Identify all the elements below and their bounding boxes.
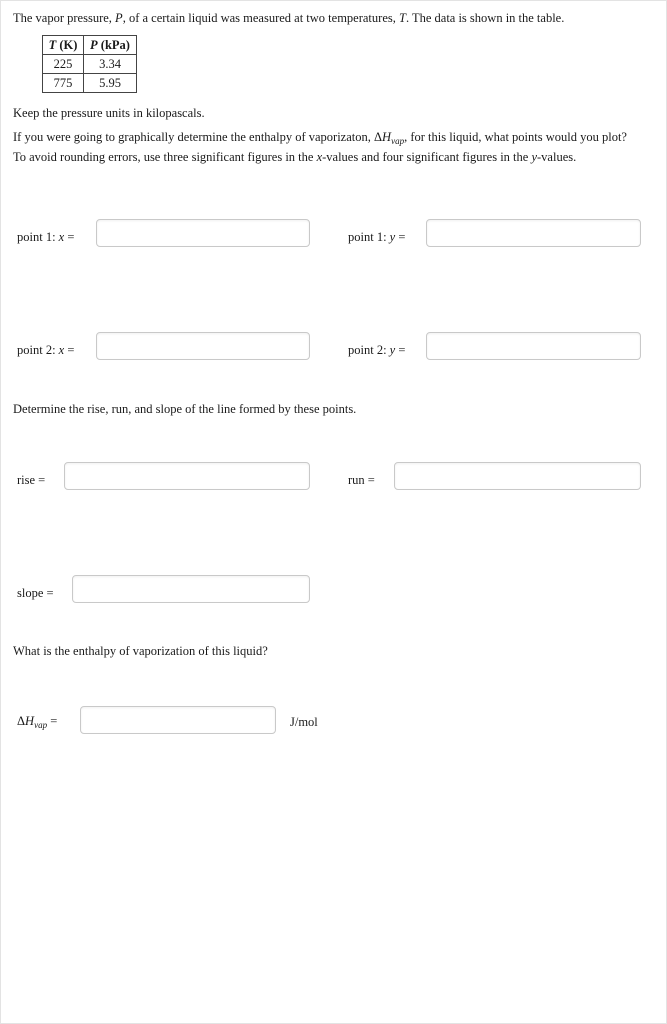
units-note: Keep the pressure units in kilopascals. bbox=[13, 106, 205, 120]
run-input[interactable] bbox=[394, 462, 641, 490]
question-line-2: To avoid rounding errors, use three significant figures in the x-values and four significant figures in the y-values. bbox=[13, 150, 577, 164]
table-cell-t: 225 bbox=[43, 55, 84, 74]
rise-input[interactable] bbox=[64, 462, 310, 490]
point1-x-input[interactable] bbox=[96, 219, 310, 247]
table-row bbox=[43, 55, 137, 74]
table-cell-p: 5.95 bbox=[84, 74, 137, 93]
data-table bbox=[42, 35, 137, 93]
table-row bbox=[43, 74, 137, 93]
run-label: run = bbox=[348, 473, 375, 487]
table-header-row bbox=[43, 36, 137, 55]
header-temperature: T (K) bbox=[43, 36, 84, 55]
question-line-1: If you were going to graphically determine the enthalpy of vaporizaton, $\Delta H_{vap}$, for this liquid, what points would you plot? bbox=[13, 130, 627, 146]
rise-label: rise = bbox=[17, 473, 46, 487]
header-pressure: P (kPa) bbox=[84, 36, 137, 55]
point2-y-input[interactable] bbox=[426, 332, 641, 360]
enthalpy-prompt: What is the enthalpy of vaporization of this liquid? bbox=[13, 644, 268, 658]
table-cell-t: 775 bbox=[43, 74, 84, 93]
slope-label: slope = bbox=[17, 586, 54, 600]
dhvap-input[interactable] bbox=[80, 706, 276, 734]
point1-y-input[interactable] bbox=[426, 219, 641, 247]
line-prompt: Determine the rise, run, and slope of the line formed by these points. bbox=[13, 402, 357, 416]
slope-input[interactable] bbox=[72, 575, 310, 603]
intro-text: The vapor pressure, P, of a certain liquid was measured at two temperatures, T. The data is shown in the table. bbox=[13, 11, 565, 25]
point2-y-label: point 2: y = bbox=[348, 343, 406, 357]
point1-x-label: point 1: x = bbox=[17, 230, 75, 244]
dhvap-unit: J/mol bbox=[290, 715, 318, 729]
table-cell-p: 3.34 bbox=[84, 55, 137, 74]
point2-x-input[interactable] bbox=[96, 332, 310, 360]
dhvap-label: $\Delta H_{vap}$ = bbox=[17, 714, 58, 730]
point1-y-label: point 1: y = bbox=[348, 230, 406, 244]
point2-x-label: point 2: x = bbox=[17, 343, 75, 357]
